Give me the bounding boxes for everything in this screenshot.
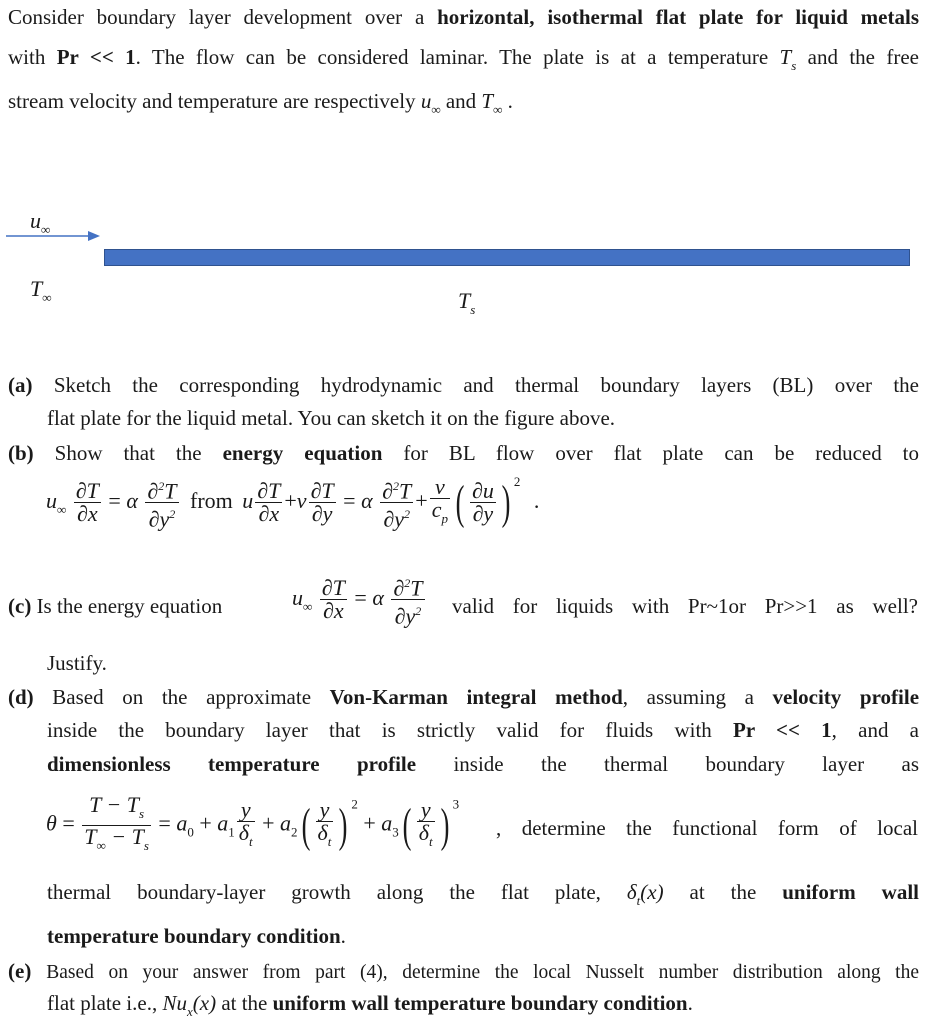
intro-text: and the free (796, 45, 920, 69)
part-e-text: Based on your answer from part (4), determine the local Nusselt number distribution along the (46, 962, 919, 983)
part-c-text: valid for liquids with Pr~1or Pr>>1 as well? (452, 594, 918, 618)
flow-arrow-icon (4, 226, 104, 246)
intro-line-3 (8, 88, 919, 123)
intro-text: . (502, 89, 513, 113)
t-symbol: T (30, 276, 43, 301)
part-d-line-1 (8, 684, 919, 710)
part-d-line-3 (47, 751, 919, 777)
intro-text: . The flow can be considered laminar. The plate is at a temperature (135, 45, 780, 69)
part-c-text: Is the energy equation (36, 594, 223, 618)
part-d-text: , and a (831, 718, 919, 742)
part-e-line-2 (47, 990, 919, 1025)
part-d-label: (d) (8, 685, 34, 709)
delta-t-symbol: $\delta_t(x)$ (626, 880, 664, 908)
prandtl-condition: Pr << 1 (56, 45, 136, 69)
free-stream-temp-symbol: $T_\infty$ (481, 89, 503, 117)
energy-equation-math: $u_\infty$ $\frac{\partial T}{\partial x}$ = α $\frac{\partial^2T}{\partial y^2}$ from u $\frac{\partial T}{\partial x}$ +v $\frac{\partial T}{\partial y}$ = α $\frac{\partial^2T}{\partial y^2}$ + $\frac{\nu}{c_p}$ ( $\frac{\partial u}{\partial y}$ ) $^2$ . (46, 473, 540, 532)
intro-bold-text: horizontal, isothermal flat plate for liquid metals (437, 5, 919, 29)
prandtl-condition: Pr << 1 (733, 718, 832, 742)
part-a-line-1 (8, 372, 919, 398)
velocity-profile-bold: velocity profile (772, 685, 920, 709)
uniform-wall-bold: uniform wall (782, 880, 919, 904)
free-stream-velocity-symbol: $u_\infty$ (420, 89, 441, 117)
part-c-label: (c) (8, 594, 32, 618)
part-e-label: (e) (8, 959, 32, 983)
figure-t-s-label (458, 288, 475, 318)
figure-t-inf-label (30, 276, 52, 306)
part-c-line-1 (8, 594, 222, 619)
part-e-text: flat plate i.e., (47, 991, 163, 1015)
from-word: from (190, 488, 233, 513)
u-symbol: u (30, 208, 41, 233)
part-e-text: . (687, 991, 693, 1015)
part-d-text: . (340, 924, 346, 948)
part-d-text: thermal boundary-layer growth along the flat plate, (47, 880, 627, 904)
temperature-profile-bold: dimensionless temperature profile (47, 752, 417, 776)
intro-text: Consider boundary layer development over a (8, 5, 438, 29)
uniform-wall-bc-bold: uniform wall temperature boundary condition (272, 991, 688, 1015)
energy-equation-bold: energy equation (222, 441, 383, 465)
intro-line-1 (8, 4, 919, 30)
part-d-line-6 (47, 923, 919, 949)
intro-line-2 (8, 44, 919, 79)
intro-text: stream velocity and temperature are respectively (8, 89, 421, 113)
inf-subscript: ∞ (41, 222, 51, 237)
part-d-text: inside the boundary layer that is strictly valid for fluids with (47, 718, 733, 742)
boundary-condition-bold: temperature boundary condition (47, 924, 341, 948)
inf-subscript: ∞ (42, 290, 52, 305)
part-c-text: Justify. (47, 651, 107, 675)
part-b-label: (b) (8, 441, 34, 465)
s-subscript: s (470, 302, 476, 317)
part-b-line-1 (8, 440, 919, 466)
part-c-line-1b (452, 594, 918, 619)
part-d-line-2 (47, 717, 919, 743)
t-symbol: T (458, 288, 471, 313)
intro-text: and (440, 89, 482, 113)
part-b-text: for BL flow over flat plate can be reduced to (382, 441, 920, 465)
part-a-line-2 (47, 405, 919, 431)
part-a-text: Sketch the corresponding hydrodynamic and thermal boundary layers (BL) over the (53, 373, 919, 397)
part-d-text: , assuming a (622, 685, 773, 709)
part-b-text: Show that the (54, 441, 223, 465)
part-d-line-5 (47, 879, 919, 914)
nusselt-symbol: $Nu_x(x)$ (162, 991, 217, 1019)
part-d-eq-tail (496, 816, 918, 841)
part-d-text: , determine the functional form of local (496, 816, 918, 840)
part-a-label: (a) (8, 373, 33, 397)
part-d-text: inside the thermal boundary layer as (416, 752, 920, 776)
von-karman-bold: Von-Karman integral method (329, 685, 623, 709)
part-d-text: at the (663, 880, 783, 904)
part-c-line-2 (47, 650, 919, 676)
flat-plate (104, 249, 910, 266)
part-e-text: at the (216, 991, 273, 1015)
part-a-text: flat plate for the liquid metal. You can sketch it on the figure above. (47, 406, 616, 430)
intro-text: with (8, 45, 57, 69)
surface-temp-symbol: $T_s$ (779, 45, 797, 73)
part-d-text: Based on the approximate (52, 685, 330, 709)
part-c-equation-math: $u_\infty$ $\frac{\partial T}{\partial x}$ = α $\frac{\partial^2T}{\partial y^2}$ (292, 572, 427, 628)
part-e-line-1 (8, 958, 919, 986)
temperature-profile-math: θ = $\frac{T - T_s}{T_\infty - T_s}$ = $a_0 + a_1$ $\frac{y}{\delta_t}$ + $a_2$( $\frac{y}{\delta_t}$ ) $^2 + a_3$( $\frac{y}{\delta_t}$ ) $^3$ (46, 792, 460, 853)
